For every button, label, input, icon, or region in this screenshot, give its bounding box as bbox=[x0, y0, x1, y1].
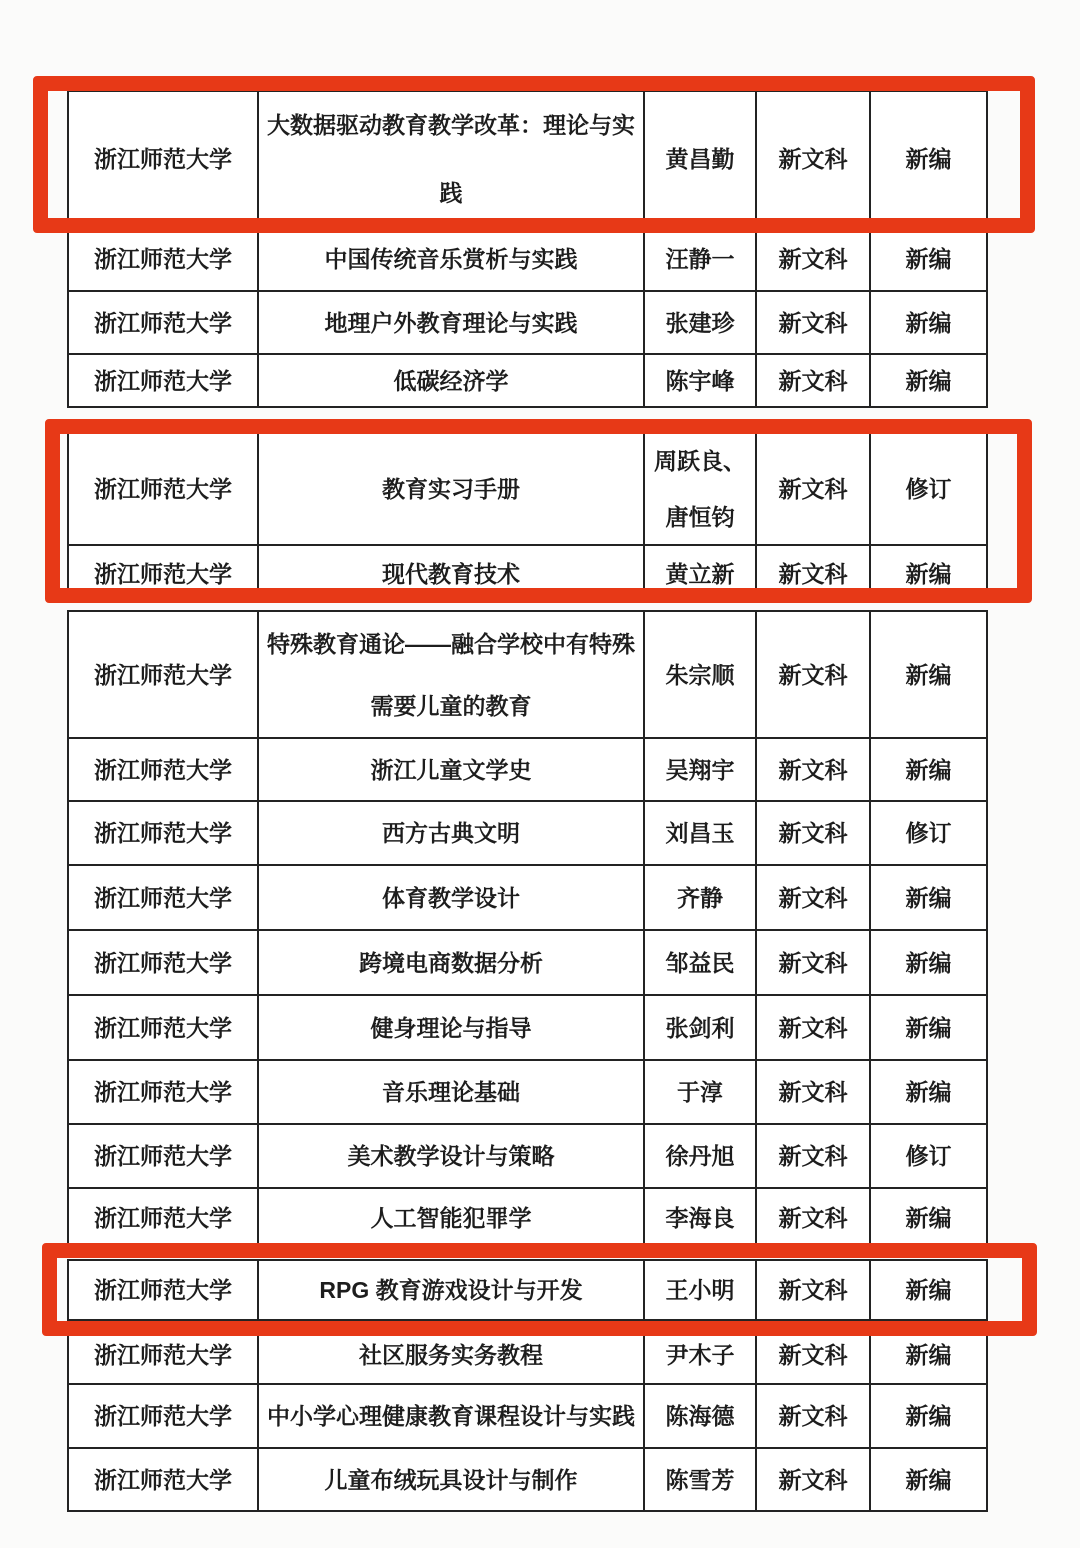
cell-category: 新文科 bbox=[757, 931, 871, 996]
cell-author: 邹益民 bbox=[645, 931, 757, 996]
cell-edition: 新编 bbox=[871, 739, 988, 802]
table-row bbox=[69, 355, 988, 408]
cell-title: 地理户外教育理论与实践 bbox=[259, 292, 645, 355]
cell-author: 张剑利 bbox=[645, 996, 757, 1061]
cell-edition: 修订 bbox=[871, 433, 988, 546]
cell-category: 新文科 bbox=[757, 292, 871, 355]
cell-author: 张建珍 bbox=[645, 292, 757, 355]
cell-title: 大数据驱动教育教学改革：理论与实践 bbox=[259, 92, 645, 227]
cell-author: 汪静一 bbox=[645, 227, 757, 292]
cell-university: 浙江师范大学 bbox=[69, 802, 259, 866]
cell-category: 新文科 bbox=[757, 866, 871, 931]
cell-title: 浙江儿童文学史 bbox=[259, 739, 645, 802]
table-row bbox=[69, 227, 988, 292]
cell-title: 音乐理论基础 bbox=[259, 1061, 645, 1125]
cell-category: 新文科 bbox=[757, 1061, 871, 1125]
cell-title: 儿童布绒玩具设计与制作 bbox=[259, 1449, 645, 1512]
cell-university: 浙江师范大学 bbox=[69, 866, 259, 931]
cell-university: 浙江师范大学 bbox=[69, 1385, 259, 1449]
cell-author: 徐丹旭 bbox=[645, 1125, 757, 1189]
table-section-2 bbox=[67, 431, 988, 603]
cell-author: 王小明 bbox=[645, 1261, 757, 1321]
table-row bbox=[69, 1189, 988, 1248]
cell-author: 陈海德 bbox=[645, 1385, 757, 1449]
cell-university: 浙江师范大学 bbox=[69, 1061, 259, 1125]
table-row bbox=[69, 866, 988, 931]
cell-category: 新文科 bbox=[757, 92, 871, 227]
cell-category: 新文科 bbox=[757, 433, 871, 546]
cell-edition: 新编 bbox=[871, 227, 988, 292]
cell-author: 吴翔宇 bbox=[645, 739, 757, 802]
cell-edition: 新编 bbox=[871, 92, 988, 227]
table-row bbox=[69, 1385, 988, 1449]
cell-category: 新文科 bbox=[757, 355, 871, 408]
cell-category: 新文科 bbox=[757, 739, 871, 802]
cell-category: 新文科 bbox=[757, 227, 871, 292]
cell-author: 周跃良、唐恒钧 bbox=[645, 433, 757, 546]
table-row bbox=[69, 612, 988, 739]
cell-edition: 新编 bbox=[871, 1061, 988, 1125]
cell-edition: 新编 bbox=[871, 1189, 988, 1248]
cell-title: 特殊教育通论——融合学校中有特殊需要儿童的教育 bbox=[259, 612, 645, 739]
cell-category: 新文科 bbox=[757, 996, 871, 1061]
cell-university: 浙江师范大学 bbox=[69, 612, 259, 739]
cell-title: 美术教学设计与策略 bbox=[259, 1125, 645, 1189]
cell-edition: 修订 bbox=[871, 1125, 988, 1189]
cell-university: 浙江师范大学 bbox=[69, 931, 259, 996]
cell-university: 浙江师范大学 bbox=[69, 227, 259, 292]
cell-edition: 新编 bbox=[871, 866, 988, 931]
cell-edition: 新编 bbox=[871, 931, 988, 996]
cell-university: 浙江师范大学 bbox=[69, 1189, 259, 1248]
cell-author: 陈宇峰 bbox=[645, 355, 757, 408]
cell-university: 浙江师范大学 bbox=[69, 1261, 259, 1321]
cell-title: 西方古典文明 bbox=[259, 802, 645, 866]
cell-university: 浙江师范大学 bbox=[69, 546, 259, 603]
cell-author: 黄立新 bbox=[645, 546, 757, 603]
cell-title: 健身理论与指导 bbox=[259, 996, 645, 1061]
table-section-4 bbox=[67, 1259, 988, 1321]
cell-edition: 修订 bbox=[871, 802, 988, 866]
cell-category: 新文科 bbox=[757, 1125, 871, 1189]
cell-edition: 新编 bbox=[871, 612, 988, 739]
table-row bbox=[69, 292, 988, 355]
table-row bbox=[69, 931, 988, 996]
cell-title: 社区服务实务教程 bbox=[259, 1326, 645, 1385]
cell-title: 现代教育技术 bbox=[259, 546, 645, 603]
cell-title: 跨境电商数据分析 bbox=[259, 931, 645, 996]
cell-author: 黄昌勤 bbox=[645, 92, 757, 227]
cell-university: 浙江师范大学 bbox=[69, 996, 259, 1061]
table-row bbox=[69, 802, 988, 866]
cell-title: 中小学心理健康教育课程设计与实践 bbox=[259, 1385, 645, 1449]
cell-title: 人工智能犯罪学 bbox=[259, 1189, 645, 1248]
cell-edition: 新编 bbox=[871, 1261, 988, 1321]
table-row bbox=[69, 739, 988, 802]
cell-author: 朱宗顺 bbox=[645, 612, 757, 739]
cell-title: 体育教学设计 bbox=[259, 866, 645, 931]
cell-university: 浙江师范大学 bbox=[69, 739, 259, 802]
table-row bbox=[69, 1261, 988, 1321]
cell-university: 浙江师范大学 bbox=[69, 1449, 259, 1512]
cell-author: 尹木子 bbox=[645, 1326, 757, 1385]
table-section-1 bbox=[67, 90, 988, 408]
table-section-3 bbox=[67, 610, 988, 1248]
cell-title: 低碳经济学 bbox=[259, 355, 645, 408]
cell-author: 于淳 bbox=[645, 1061, 757, 1125]
table-row bbox=[69, 546, 988, 603]
cell-author: 陈雪芳 bbox=[645, 1449, 757, 1512]
table-row bbox=[69, 1061, 988, 1125]
cell-university: 浙江师范大学 bbox=[69, 1326, 259, 1385]
cell-author: 齐静 bbox=[645, 866, 757, 931]
cell-author: 刘昌玉 bbox=[645, 802, 757, 866]
cell-edition: 新编 bbox=[871, 1449, 988, 1512]
cell-category: 新文科 bbox=[757, 1449, 871, 1512]
table-row bbox=[69, 433, 988, 546]
cell-category: 新文科 bbox=[757, 546, 871, 603]
cell-university: 浙江师范大学 bbox=[69, 1125, 259, 1189]
cell-university: 浙江师范大学 bbox=[69, 433, 259, 546]
cell-category: 新文科 bbox=[757, 612, 871, 739]
cell-university: 浙江师范大学 bbox=[69, 292, 259, 355]
table-section-5 bbox=[67, 1324, 988, 1512]
cell-edition: 新编 bbox=[871, 355, 988, 408]
cell-category: 新文科 bbox=[757, 1385, 871, 1449]
table-row bbox=[69, 996, 988, 1061]
cell-title: RPG 教育游戏设计与开发 bbox=[259, 1261, 645, 1321]
cell-edition: 新编 bbox=[871, 1385, 988, 1449]
cell-edition: 新编 bbox=[871, 546, 988, 603]
cell-category: 新文科 bbox=[757, 1261, 871, 1321]
table-row bbox=[69, 92, 988, 227]
cell-category: 新文科 bbox=[757, 1189, 871, 1248]
cell-category: 新文科 bbox=[757, 802, 871, 866]
cell-category: 新文科 bbox=[757, 1326, 871, 1385]
cell-university: 浙江师范大学 bbox=[69, 355, 259, 408]
table-row bbox=[69, 1326, 988, 1385]
cell-author: 李海良 bbox=[645, 1189, 757, 1248]
cell-edition: 新编 bbox=[871, 1326, 988, 1385]
table-row bbox=[69, 1449, 988, 1512]
cell-title: 教育实习手册 bbox=[259, 433, 645, 546]
table-row bbox=[69, 1125, 988, 1189]
cell-edition: 新编 bbox=[871, 292, 988, 355]
cell-title: 中国传统音乐赏析与实践 bbox=[259, 227, 645, 292]
cell-university: 浙江师范大学 bbox=[69, 92, 259, 227]
cell-edition: 新编 bbox=[871, 996, 988, 1061]
